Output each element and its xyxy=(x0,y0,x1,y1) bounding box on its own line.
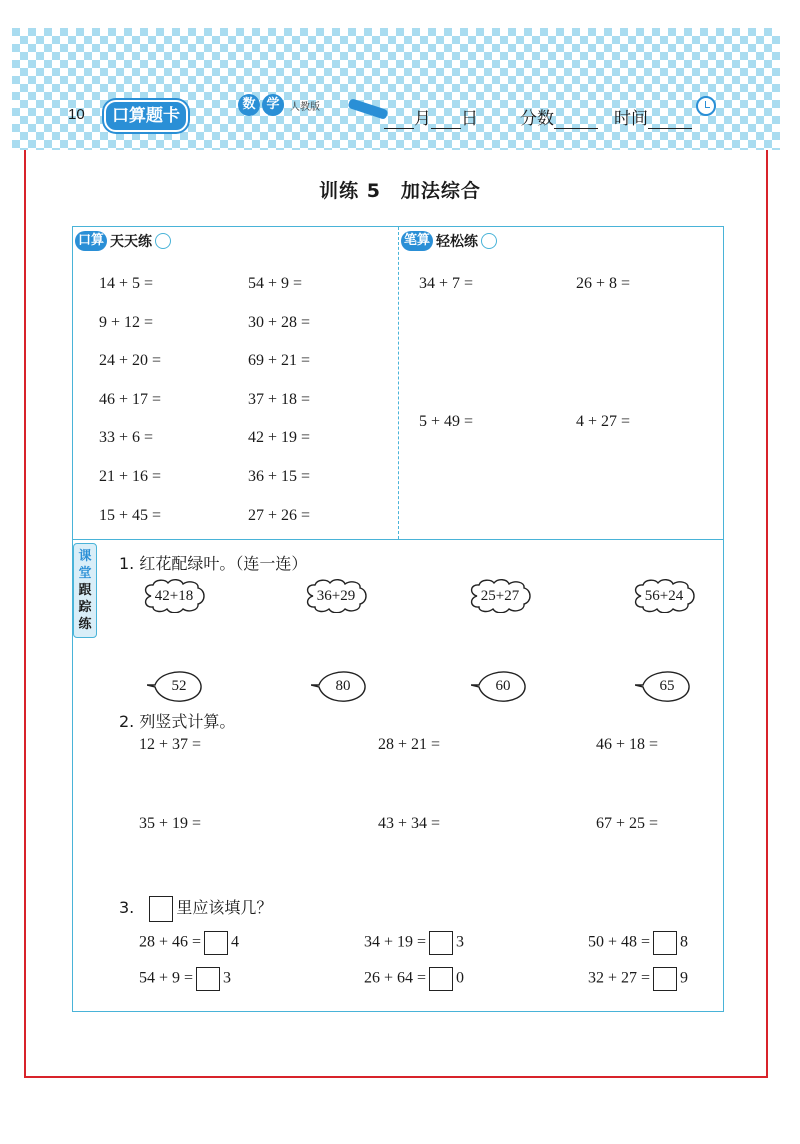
fill-problem xyxy=(139,931,239,955)
leaf-text: 80 xyxy=(335,678,351,694)
question-3-label xyxy=(119,895,272,922)
written-problem: 4 + 27 = xyxy=(576,413,631,430)
fill-problem xyxy=(364,967,464,991)
example-box xyxy=(149,896,173,922)
date-field[interactable] xyxy=(384,104,478,129)
fill-expr: 50 + 48 = xyxy=(588,933,651,951)
fill-digit: 9 xyxy=(680,969,689,987)
oral-tag-pill: 口算 xyxy=(75,231,107,251)
vertical-problem: 35 + 19 = xyxy=(139,815,202,832)
oral-problem: 69 + 21 = xyxy=(248,352,311,369)
leaf-card[interactable] xyxy=(471,670,527,702)
logo: 口算题卡 xyxy=(104,100,188,132)
question-1-label: 1. 红花配绿叶。（连一连） xyxy=(119,554,308,573)
page-number: 10 xyxy=(68,106,85,123)
fill-problem xyxy=(588,967,688,991)
flower-card[interactable] xyxy=(141,579,207,613)
vertical-problem: 12 + 37 = xyxy=(139,736,202,753)
written-tag-label: 轻松练 xyxy=(436,234,479,250)
day-blank[interactable] xyxy=(431,110,461,129)
flower-card[interactable] xyxy=(467,579,533,613)
vertical-problem: 46 + 18 = xyxy=(596,736,659,753)
question-2-label: 2. 列竖式计算。 xyxy=(119,712,236,731)
fill-expr: 34 + 19 = xyxy=(364,933,427,951)
section-divider xyxy=(73,539,723,540)
pen-icon xyxy=(347,98,388,120)
leaf-text: 65 xyxy=(659,678,675,694)
question-3-text: 里应该填几？ xyxy=(176,898,273,917)
fill-problem xyxy=(139,967,231,991)
tracking-tag-char: 堂 xyxy=(78,566,92,581)
flower-text: 25+27 xyxy=(480,588,520,604)
answer-box[interactable] xyxy=(429,967,453,991)
subject-char: 学 xyxy=(262,94,284,116)
column-divider xyxy=(398,227,399,539)
badge-icon xyxy=(155,233,171,249)
written-problem: 5 + 49 = xyxy=(419,413,474,430)
oral-problem: 30 + 28 = xyxy=(248,314,311,331)
tracking-tag-char: 跟 xyxy=(78,583,92,598)
clock-icon xyxy=(696,96,716,116)
flower-text: 56+24 xyxy=(644,588,684,604)
score-field[interactable] xyxy=(520,104,598,129)
flower-text: 36+29 xyxy=(316,588,356,604)
written-tag xyxy=(401,230,497,252)
written-problem: 34 + 7 = xyxy=(419,275,474,292)
answer-box[interactable] xyxy=(429,931,453,955)
oral-problem: 24 + 20 = xyxy=(99,352,162,369)
day-label: 日 xyxy=(461,109,478,129)
fill-expr: 28 + 46 = xyxy=(139,933,202,951)
written-tag-pill: 笔算 xyxy=(401,231,433,251)
fill-digit: 0 xyxy=(456,969,465,987)
oral-problem: 14 + 5 = xyxy=(99,275,154,292)
oral-problem: 21 + 16 = xyxy=(99,468,162,485)
vertical-problem: 28 + 21 = xyxy=(378,736,441,753)
oral-problem: 27 + 26 = xyxy=(248,507,311,524)
fill-problem xyxy=(364,931,464,955)
flower-card[interactable] xyxy=(631,579,697,613)
oral-problem: 9 + 12 = xyxy=(99,314,154,331)
time-field[interactable] xyxy=(614,104,692,129)
time-label: 时间 xyxy=(614,109,648,129)
oral-problem: 15 + 45 = xyxy=(99,507,162,524)
oral-problem: 36 + 15 = xyxy=(248,468,311,485)
leaf-card[interactable] xyxy=(147,670,203,702)
oral-problem: 37 + 18 = xyxy=(248,391,311,408)
fill-digit: 8 xyxy=(680,933,689,951)
header-banner xyxy=(12,28,780,150)
tracking-tag-char: 练 xyxy=(78,617,92,632)
fill-digit: 3 xyxy=(456,933,465,951)
oral-problem: 42 + 19 = xyxy=(248,429,311,446)
vertical-problem: 43 + 34 = xyxy=(378,815,441,832)
tracking-tag xyxy=(73,543,97,638)
month-blank[interactable] xyxy=(384,110,414,129)
subject-badge xyxy=(238,94,320,116)
score-blank[interactable] xyxy=(554,110,598,129)
edition-label: 人教版 xyxy=(290,101,320,113)
month-label: 月 xyxy=(414,109,431,129)
question-3-number: 3. xyxy=(119,898,135,917)
fill-digit: 3 xyxy=(223,969,232,987)
fill-problem xyxy=(588,931,688,955)
leaf-text: 52 xyxy=(171,678,187,694)
oral-problem: 54 + 9 = xyxy=(248,275,303,292)
oral-problem: 46 + 17 = xyxy=(99,391,162,408)
answer-box[interactable] xyxy=(653,967,677,991)
oral-problem: 33 + 6 = xyxy=(99,429,154,446)
leaf-card[interactable] xyxy=(311,670,367,702)
fill-expr: 32 + 27 = xyxy=(588,969,651,987)
badge-icon xyxy=(481,233,497,249)
score-label: 分数 xyxy=(520,109,554,129)
fill-expr: 54 + 9 = xyxy=(139,969,194,987)
vertical-problem: 67 + 25 = xyxy=(596,815,659,832)
leaf-text: 60 xyxy=(495,678,511,694)
answer-box[interactable] xyxy=(196,967,220,991)
fill-digit: 4 xyxy=(231,933,240,951)
tracking-tag-char: 踪 xyxy=(78,600,92,615)
leaf-card[interactable] xyxy=(635,670,691,702)
written-problem: 26 + 8 = xyxy=(576,275,631,292)
answer-box[interactable] xyxy=(653,931,677,955)
page-title: 训练 5 加法综合 xyxy=(319,180,481,202)
exercise-box xyxy=(72,226,724,1012)
header-bar xyxy=(12,97,780,136)
flower-card[interactable] xyxy=(303,579,369,613)
subject-char: 数 xyxy=(238,94,260,116)
flower-text: 42+18 xyxy=(154,588,194,604)
fill-expr: 26 + 64 = xyxy=(364,969,427,987)
time-blank[interactable] xyxy=(648,110,692,129)
oral-tag xyxy=(75,230,171,252)
tracking-tag-char: 课 xyxy=(78,549,92,564)
oral-tag-label: 天天练 xyxy=(110,234,153,250)
answer-box[interactable] xyxy=(204,931,228,955)
